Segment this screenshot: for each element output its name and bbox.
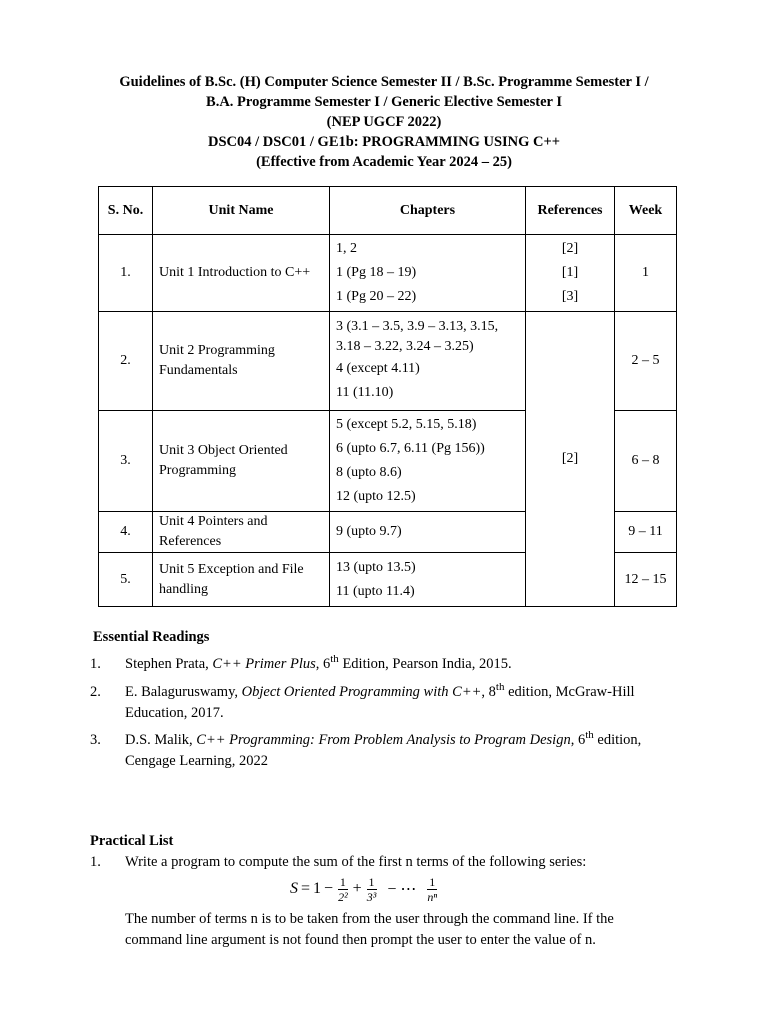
- chapter-line: 1, 2: [336, 241, 357, 256]
- reading-publisher: Edition, Pearson India, 2015.: [338, 656, 512, 672]
- reading-author: E. Balaguruswamy,: [125, 684, 242, 700]
- row-sno: 3.: [99, 411, 153, 512]
- reading-book-title: C++ Programming: From Problem Analysis to Program Design: [196, 732, 571, 748]
- reading-item: [90, 682, 690, 726]
- row-chapters: [330, 512, 526, 553]
- row-sno: 2.: [99, 312, 153, 411]
- reference-line: [3]: [561, 289, 579, 304]
- reading-edition-suffix: th: [495, 681, 505, 694]
- unit-line: Programming: [159, 463, 236, 478]
- fraction-term-2: [365, 875, 379, 904]
- col-header-sno: S. No.: [99, 187, 153, 235]
- header-line-1: Guidelines of B.Sc. (H) Computer Science Semester II / B.Sc. Programme Semester I /: [119, 74, 649, 90]
- denominator: 3³: [366, 889, 377, 904]
- row-sno: 4.: [99, 512, 153, 553]
- practical-item: [90, 852, 690, 874]
- reading-author: Stephen Prata,: [125, 656, 213, 672]
- formula-plus: +: [352, 880, 362, 897]
- numerator: 1: [429, 874, 436, 889]
- chapter-line: 5 (except 5.2, 5.15, 5.18): [336, 417, 477, 432]
- unit-line: Unit 4 Pointers and: [159, 514, 268, 529]
- reading-author: D.S. Malik,: [125, 732, 197, 748]
- col-header-chapters: Chapters: [330, 187, 526, 235]
- header-line-2: B.A. Programme Semester I / Generic Elective Semester I: [206, 94, 562, 110]
- numerator: 1: [368, 874, 375, 889]
- reading-book-title: Object Oriented Programming with C++: [241, 684, 482, 700]
- header-line-5: (Effective from Academic Year 2024 – 25): [256, 154, 512, 170]
- series-formula: [290, 872, 439, 906]
- reading-text: [125, 682, 690, 724]
- row-unit: [153, 235, 330, 312]
- chapter-line: 8 (upto 8.6): [336, 465, 402, 480]
- unit-line: Unit 1 Introduction to C++: [159, 265, 311, 280]
- reading-number: 1.: [90, 656, 101, 672]
- row-unit: [153, 553, 330, 607]
- col-header-references: References: [526, 187, 615, 235]
- reading-item: [90, 730, 690, 774]
- shared-references: [2]: [526, 312, 615, 607]
- row-sno: 1.: [99, 235, 153, 312]
- chapter-line: 3.18 – 3.22, 3.24 – 3.25): [336, 339, 474, 354]
- row-unit: [153, 512, 330, 553]
- col-header-week: Week: [615, 187, 677, 235]
- description-line: The number of terms n is to be taken from the user through the command line. If the: [125, 911, 614, 927]
- reading-publisher: edition, McGraw-Hill: [504, 684, 635, 700]
- unit-line: Unit 3 Object Oriented: [159, 443, 288, 458]
- reading-number: 2.: [90, 684, 101, 700]
- formula-equals: =: [301, 880, 311, 897]
- practical-number: 1.: [90, 854, 101, 870]
- practical-description: [125, 909, 695, 953]
- practical-text: Write a program to compute the sum of the first n terms of the following series:: [125, 854, 587, 870]
- unit-line: Unit 5 Exception and File: [159, 561, 304, 577]
- row-sno: 5.: [99, 553, 153, 607]
- fraction-term-1: [336, 875, 350, 904]
- row-week: 6 – 8: [615, 411, 677, 512]
- reading-publisher: edition,: [593, 732, 642, 748]
- reading-text: [125, 654, 512, 675]
- row-references: [526, 235, 615, 312]
- unit-line: Unit 2 Programming: [159, 343, 275, 358]
- reading-text: [125, 730, 690, 772]
- chapter-line: 11 (11.10): [336, 385, 394, 400]
- table-header-row: [99, 187, 677, 235]
- reference-line: [1]: [561, 265, 579, 280]
- row-unit: [153, 411, 330, 512]
- fraction-term-n: [425, 875, 439, 904]
- chapter-line: 6 (upto 6.7, 6.11 (Pg 156)): [336, 441, 485, 456]
- formula-ellipsis: − ⋯: [387, 881, 417, 898]
- formula-lhs: S: [290, 880, 298, 897]
- chapter-line: 1 (Pg 20 – 22): [336, 289, 417, 304]
- row-week: 2 – 5: [615, 312, 677, 411]
- unit-line: Fundamentals: [159, 363, 238, 378]
- reading-edition-suffix: th: [585, 729, 594, 742]
- chapter-line: 1 (Pg 18 – 19): [336, 265, 417, 280]
- practical-list-title: Practical List: [90, 833, 174, 849]
- row-week: 1: [615, 235, 677, 312]
- document-header: [60, 72, 708, 172]
- row-unit: [153, 312, 330, 411]
- reading-edition-suffix: th: [330, 653, 339, 666]
- formula-minus: −: [324, 880, 334, 897]
- table-row: [99, 235, 677, 312]
- description-line: command line argument is not found then prompt the user to enter the value of n.: [125, 932, 596, 948]
- reading-publisher-cont: Cengage Learning, 2022: [125, 753, 268, 769]
- chapter-line: 12 (upto 12.5): [336, 489, 416, 504]
- denominator: 2²: [338, 889, 348, 904]
- unit-line: handling: [159, 581, 208, 597]
- reading-publisher-cont: Education, 2017.: [125, 705, 224, 721]
- row-chapters: [330, 312, 526, 411]
- row-week: 12 – 15: [615, 553, 677, 607]
- table-row: [99, 312, 677, 411]
- reading-edition: , 6: [315, 656, 331, 672]
- numerator: 1: [339, 874, 346, 889]
- row-week: 9 – 11: [615, 512, 677, 553]
- chapter-line: 9 (upto 9.7): [336, 524, 402, 539]
- chapter-line: 13 (upto 13.5): [336, 559, 416, 575]
- unit-line: References: [159, 534, 222, 549]
- row-chapters: [330, 553, 526, 607]
- essential-readings-title: Essential Readings: [93, 629, 210, 645]
- row-chapters: [330, 411, 526, 512]
- denominator: nⁿ: [427, 889, 438, 904]
- chapter-line: 3 (3.1 – 3.5, 3.9 – 3.13, 3.15,: [336, 319, 499, 334]
- reference-line: [2]: [561, 241, 579, 256]
- chapter-line: 4 (except 4.11): [336, 361, 420, 376]
- formula-one: 1: [313, 880, 322, 897]
- header-line-3: (NEP UGCF 2022): [326, 114, 442, 130]
- row-chapters: [330, 235, 526, 312]
- syllabus-table: [98, 186, 677, 607]
- reading-edition: , 8: [481, 684, 496, 700]
- reading-number: 3.: [90, 732, 101, 748]
- reading-book-title: C++ Primer Plus: [212, 656, 316, 672]
- chapter-line: 11 (upto 11.4): [336, 583, 415, 599]
- col-header-unit: Unit Name: [153, 187, 330, 235]
- reading-item: [90, 654, 690, 676]
- header-line-4: DSC04 / DSC01 / GE1b: PROGRAMMING USING C++: [207, 134, 561, 150]
- reading-edition: , 6: [570, 732, 586, 748]
